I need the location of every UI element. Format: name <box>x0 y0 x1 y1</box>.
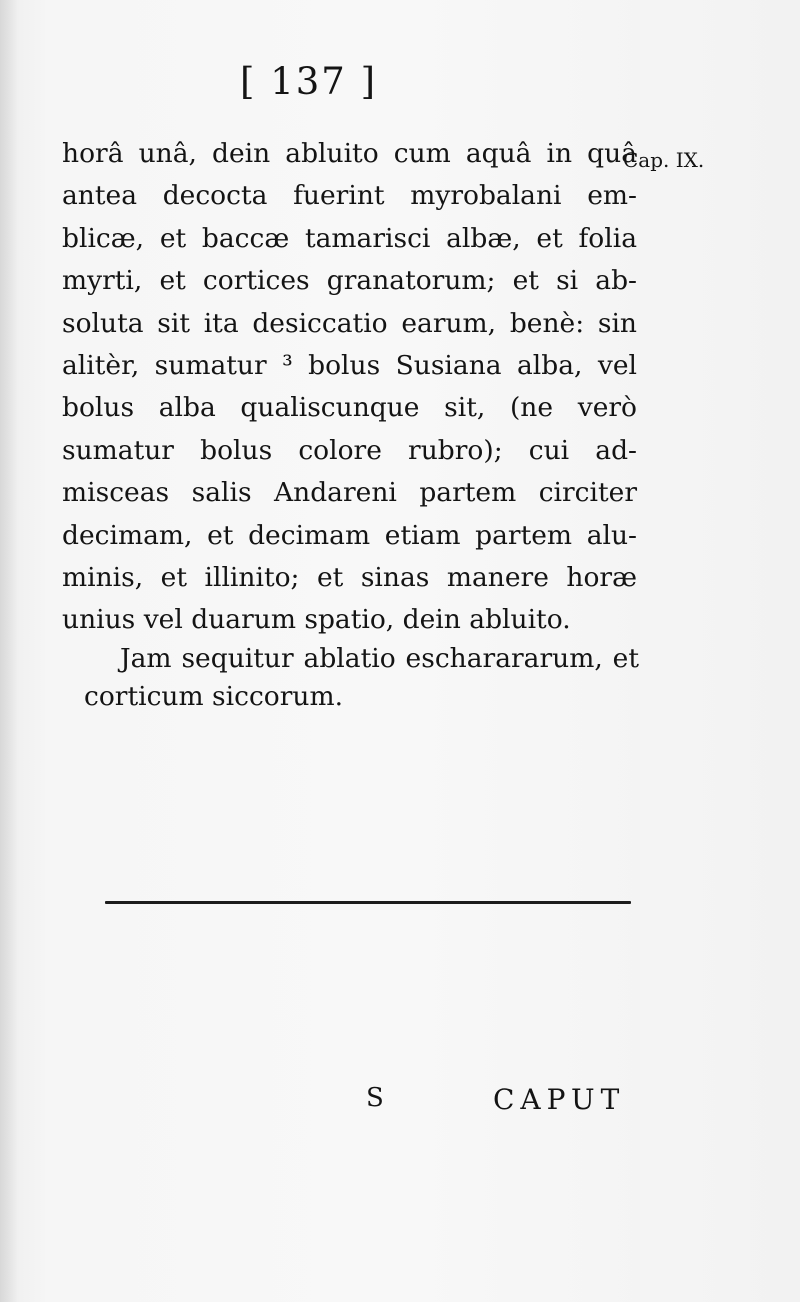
text-line: soluta sit ita desiccatio earum, benè: sin <box>62 307 637 339</box>
text-line: corticum siccorum. <box>84 681 344 712</box>
text-line: unius vel duarum spatio, dein abluito. <box>62 604 571 636</box>
text-line: horâ unâ, dein abluito cum aquâ in quâ <box>62 138 637 169</box>
text-line: minis, et illinito; et sinas manere horæ <box>62 562 637 594</box>
text-line: antea decocta fuerint myrobalani em- <box>62 180 637 212</box>
text-line: misceas salis Andareni partem circiter <box>62 477 637 509</box>
text-line: sumatur bolus colore rubro); cui ad- <box>62 434 637 466</box>
page-number-header: [ 137 ] <box>240 60 378 103</box>
second-paragraph <box>84 640 639 716</box>
text-line: bolus alba qualiscunque sit, (ne verò <box>62 392 637 424</box>
text-line: alitèr, sumatur ³ bolus Susiana alba, vel <box>62 350 637 382</box>
section-divider-rule <box>105 901 631 904</box>
main-paragraph <box>62 133 637 642</box>
text-line: blicæ, et baccæ tamarisci albæ, et folia <box>62 222 637 254</box>
margin-chapter-note: Cap. IX. <box>623 148 705 172</box>
text-line: myrti, et cortices granatorum; et si ab- <box>62 265 637 297</box>
text-line: decimam, et decimam etiam partem alu- <box>62 519 637 551</box>
catchword: CAPUT <box>493 1083 626 1116</box>
text-line: Jam sequitur ablatio escharararum, et <box>120 643 639 674</box>
spine-shadow <box>0 0 18 1302</box>
signature-mark: S <box>366 1083 384 1113</box>
